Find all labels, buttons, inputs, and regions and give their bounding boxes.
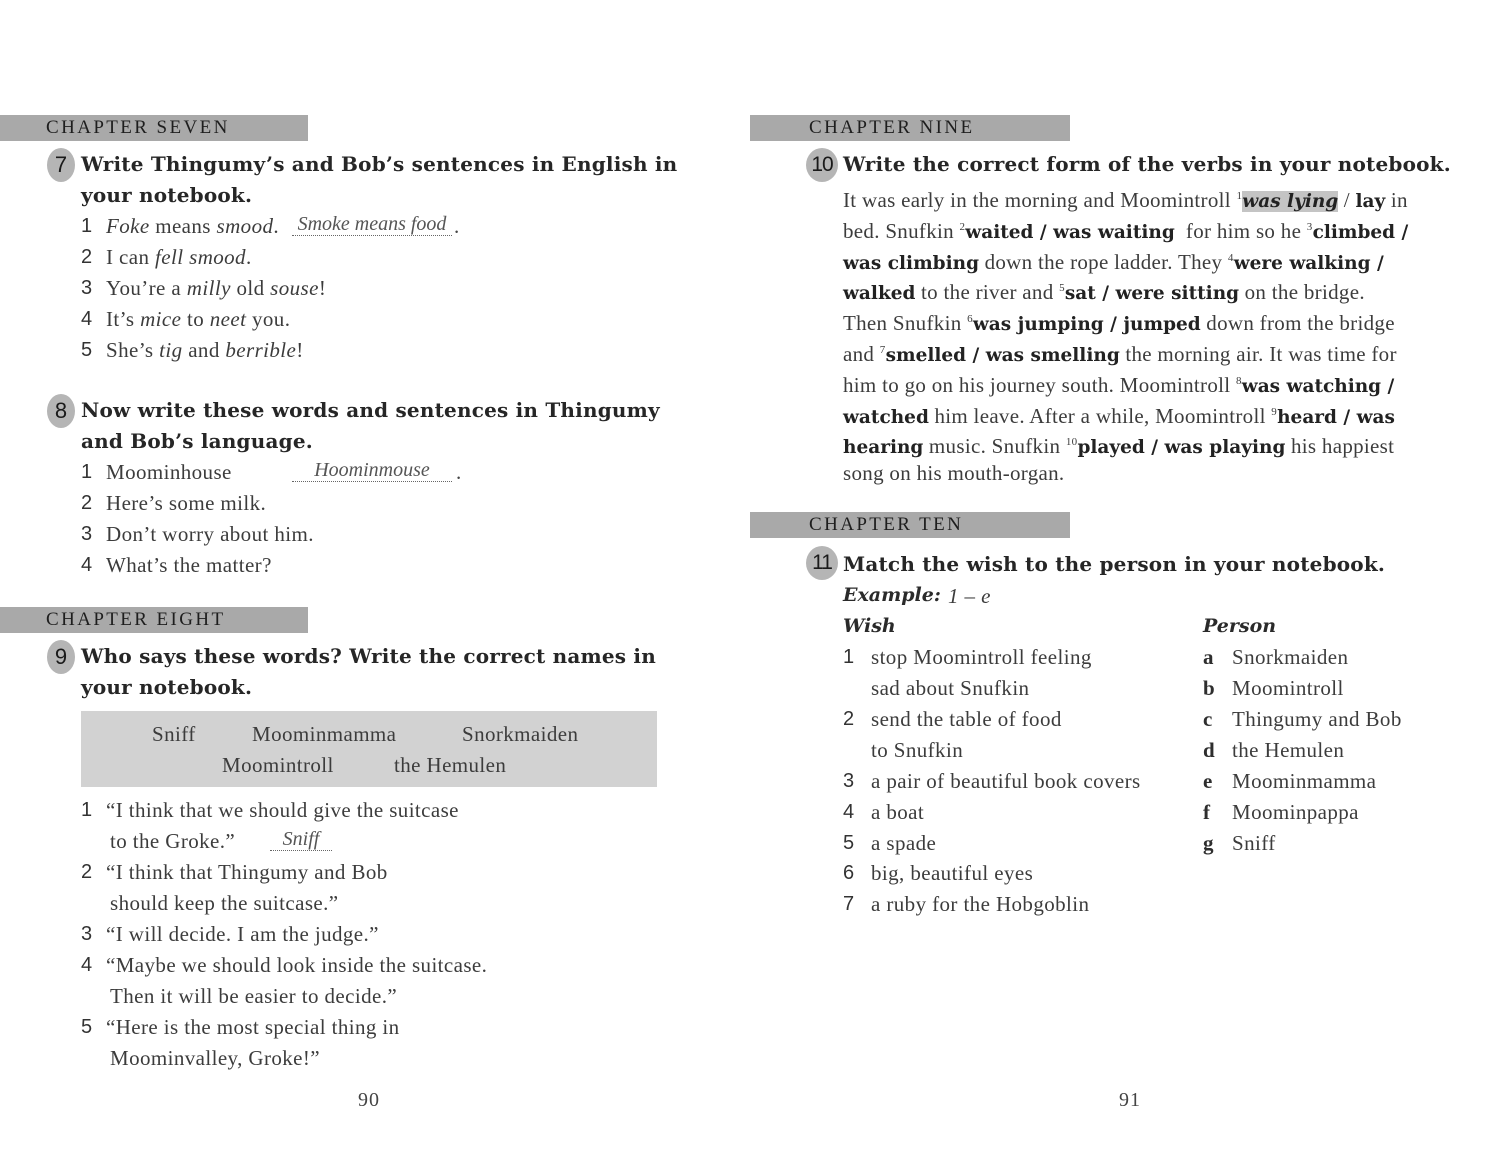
- ex7-item-number: 3: [81, 277, 93, 299]
- wish-3: a pair of beautiful book covers: [871, 769, 1141, 793]
- wish-4: a boat: [871, 800, 925, 824]
- ex9-item-1-line1: “I think that we should give the suitcase: [106, 798, 459, 822]
- story-line: Then Snufkin $^6$was jumping / jumped down from the bridge: [843, 311, 1395, 336]
- person-letter: c: [1203, 707, 1213, 731]
- example-selected-answer: was lying: [1242, 191, 1339, 212]
- person-f: Moominpappa: [1232, 800, 1359, 824]
- story-line: watched him leave. After a while, Moomintroll $^9$heard / was: [843, 403, 1395, 428]
- exercise-9-number: 9: [47, 640, 75, 674]
- ex8-item-number: 4: [81, 554, 93, 576]
- wish-number: 6: [843, 862, 855, 884]
- wish-2-line2: to Snufkin: [871, 738, 964, 762]
- example-value: 1 – e: [948, 584, 991, 608]
- ex9-item-number: 3: [81, 923, 93, 945]
- ex7-item-3: You’re a milly old souse!: [106, 276, 327, 300]
- person-b: Moomintroll: [1232, 676, 1344, 700]
- chapter-nine-banner: CHAPTER NINE: [750, 115, 1070, 141]
- exercise-10-number: 10: [806, 148, 838, 182]
- ex9-item-number: 5: [81, 1016, 93, 1038]
- story-line: bed. Snufkin $^2$waited / was waiting for him so he $^3$climbed /: [843, 218, 1409, 243]
- exercise-10-story: [843, 181, 1443, 489]
- person-d: the Hemulen: [1232, 738, 1345, 762]
- wish-number: 4: [843, 801, 855, 823]
- wish-1-line2: sad about Snufkin: [871, 676, 1030, 700]
- story-line: song on his mouth-organ.: [843, 461, 1065, 486]
- ex7-item-5: She’s tig and berrible!: [106, 338, 304, 362]
- ex7-item-number: 1: [81, 215, 93, 237]
- person-letter: g: [1203, 831, 1214, 855]
- page-number-left: 90: [358, 1089, 380, 1111]
- exercise-8-heading-line1: Now write these words and sentences in Thingumy: [81, 398, 660, 422]
- person-e: Moominmamma: [1232, 769, 1377, 793]
- chapter-eight-banner: CHAPTER EIGHT: [0, 607, 308, 633]
- ex9-item-3-line1: “I will decide. I am the judge.”: [106, 922, 379, 946]
- ex9-item-number: 4: [81, 954, 93, 976]
- ex8-item-number: 2: [81, 492, 93, 514]
- story-line: walked to the river and $^5$sat / were sitting on the bridge.: [843, 280, 1365, 305]
- person-letter: d: [1203, 738, 1215, 762]
- wish-number: 3: [843, 770, 855, 792]
- person-c: Thingumy and Bob: [1232, 707, 1402, 731]
- person-letter: a: [1203, 645, 1214, 669]
- name-option: the Hemulen: [394, 753, 507, 777]
- ex8-example-answer: Hoominmouse: [292, 459, 452, 482]
- exercise-9-heading-line1: Who says these words? Write the correct names in: [81, 644, 656, 668]
- exercise-7-heading-line2: your notebook.: [81, 183, 253, 207]
- wish-5: a spade: [871, 831, 937, 855]
- person-column-heading: Person: [1203, 615, 1277, 637]
- exercise-8-number: 8: [47, 394, 75, 428]
- example-label: Example:: [843, 584, 941, 606]
- story-line: hearing music. Snufkin $^{10}$played / was playing his happiest: [843, 434, 1395, 459]
- exercise-7-heading-line1: Write Thingumy’s and Bob’s sentences in English in: [81, 152, 678, 176]
- ex7-item-number: 4: [81, 308, 93, 330]
- ex7-example-answer: Smoke means food: [292, 213, 452, 236]
- ex8-item-1: Moominhouse: [106, 460, 232, 484]
- exercise-11-heading: Match the wish to the person in your notebook.: [843, 552, 1386, 576]
- wish-number: 1: [843, 646, 855, 668]
- name-option: Snorkmaiden: [462, 722, 579, 746]
- person-letter: b: [1203, 676, 1215, 700]
- chapter-seven-banner: CHAPTER SEVEN: [0, 115, 308, 141]
- page-number-right: 91: [1119, 1089, 1141, 1111]
- ex7-answer-period: .: [454, 214, 460, 238]
- exercise-9-heading-line2: your notebook.: [81, 675, 253, 699]
- exercise-11-number: 11: [806, 546, 838, 580]
- person-letter: f: [1203, 800, 1210, 824]
- ex7-item-1: Foke means smood.: [106, 214, 280, 238]
- ex9-item-number: 2: [81, 861, 93, 883]
- wish-column-heading: Wish: [843, 615, 896, 637]
- wish-number: 2: [843, 708, 855, 730]
- wish-6: big, beautiful eyes: [871, 861, 1034, 885]
- person-letter: e: [1203, 769, 1213, 793]
- name-option: Moomintroll: [222, 753, 334, 777]
- ex9-item-5-line2: Moominvalley, Groke!”: [110, 1046, 320, 1070]
- ex8-item-number: 3: [81, 523, 93, 545]
- story-line: him to go on his journey south. Moomintroll $^8$was watching /: [843, 372, 1395, 397]
- story-line: and $^7$smelled / was smelling the morning air. It was time for: [843, 341, 1397, 366]
- ex9-item-number: 1: [81, 799, 93, 821]
- ex9-item-4-line2: Then it will be easier to decide.”: [110, 984, 398, 1008]
- ex8-answer-period: .: [456, 460, 462, 484]
- ex8-item-4: What’s the matter?: [106, 553, 272, 577]
- chapter-ten-banner: CHAPTER TEN: [750, 512, 1070, 538]
- person-a: Snorkmaiden: [1232, 645, 1349, 669]
- wish-1-line1: stop Moomintroll feeling: [871, 645, 1092, 669]
- wish-2-line1: send the table of food: [871, 707, 1062, 731]
- ex7-item-number: 5: [81, 339, 93, 361]
- ex7-item-4: It’s mice to neet you.: [106, 307, 291, 331]
- wish-number: 7: [843, 893, 855, 915]
- ex8-item-2: Here’s some milk.: [106, 491, 267, 515]
- ex8-item-3: Don’t worry about him.: [106, 522, 314, 546]
- ex9-item-1-line2: to the Groke.”: [110, 829, 236, 853]
- ex7-item-2: I can fell smood.: [106, 245, 252, 269]
- exercise-10-heading: Write the correct form of the verbs in your notebook.: [843, 152, 1451, 176]
- person-g: Sniff: [1232, 831, 1276, 855]
- story-line: was climbing down the rope ladder. They $^4$were walking /: [843, 249, 1384, 274]
- ex9-item-2-line2: should keep the suitcase.”: [110, 891, 339, 915]
- ex9-item-4-line1: “Maybe we should look inside the suitcase.: [106, 953, 488, 977]
- ex7-item-number: 2: [81, 246, 93, 268]
- exercise-7-number: 7: [47, 148, 75, 182]
- story-line: It was early in the morning and Moomintroll $^1$was lying / lay in: [843, 188, 1408, 212]
- ex9-example-answer: Sniff: [270, 828, 332, 851]
- ex9-item-5-line1: “Here is the most special thing in: [106, 1015, 400, 1039]
- name-option: Sniff: [152, 722, 196, 746]
- ex9-item-2-line1: “I think that Thingumy and Bob: [106, 860, 388, 884]
- wish-7: a ruby for the Hobgoblin: [871, 892, 1090, 916]
- wish-number: 5: [843, 832, 855, 854]
- ex8-item-number: 1: [81, 461, 93, 483]
- name-option: Moominmamma: [252, 722, 397, 746]
- exercise-8-heading-line2: and Bob’s language.: [81, 429, 313, 453]
